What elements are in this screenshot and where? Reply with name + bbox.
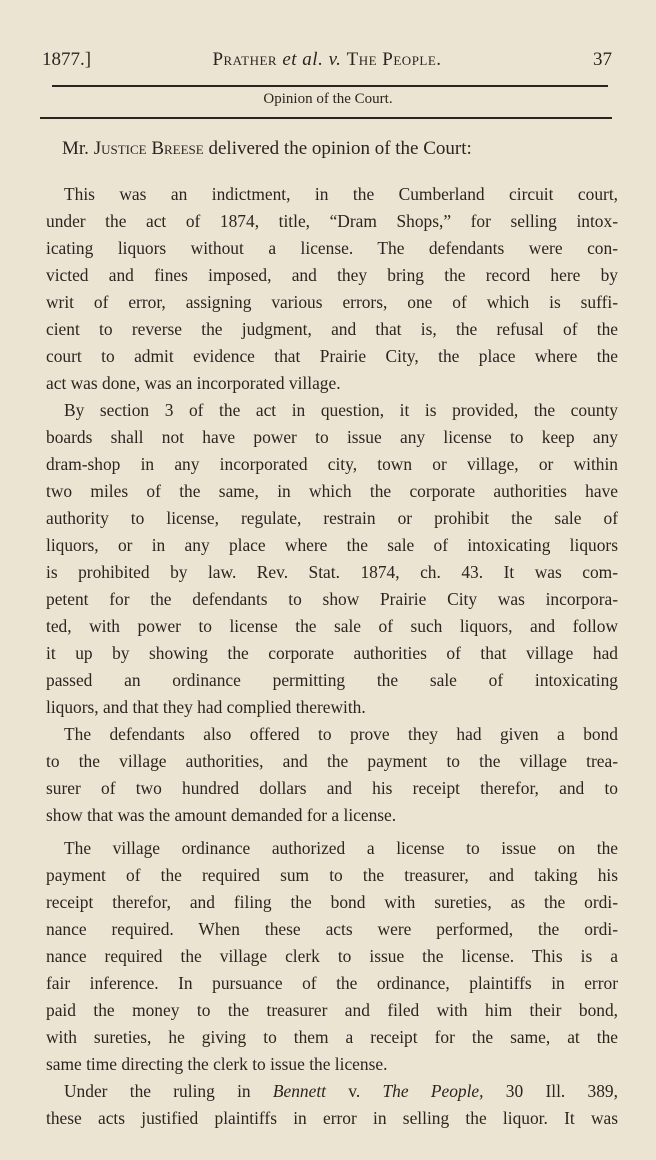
text-line: show that was the amount demanded for a license.: [46, 805, 397, 825]
text-line: court to admit evidence that Prairie City, the place where the: [46, 346, 618, 366]
text-line: This was an indictment, in the Cumberland circuit court,: [64, 184, 618, 204]
text-line: is prohibited by law. Rev. Stat. 1874, ch. 43. It was com-: [46, 562, 618, 582]
text-line: dram-shop in any incorporated city, town or village, or within: [46, 454, 618, 474]
text-line: to the village authorities, and the payment to the village trea-: [46, 751, 618, 771]
header-year: 1877.]: [42, 49, 92, 70]
case-title-versus: v.: [328, 49, 342, 70]
text-line: The defendants also offered to prove they had given a bond: [64, 724, 618, 744]
text-line: petent for the defendants to show Prairie City was incorpora-: [46, 589, 618, 609]
paragraph: [46, 181, 618, 397]
opinion-intro: [62, 138, 472, 160]
text-line: it up by showing the corporate authorities of that village had: [46, 643, 618, 663]
text-line: nance required the village clerk to issue the license. This is a: [46, 946, 618, 966]
text-line: cient to reverse the judgment, and that is, the refusal of the: [46, 319, 618, 339]
text-line: By section 3 of the act in question, it is provided, the county: [64, 400, 618, 420]
intro-title: Mr.: [62, 138, 89, 159]
text-line: fair inference. In pursuance of the ordinance, plaintiffs in error: [46, 973, 618, 993]
text-line: nance required. When these acts were performed, the ordi-: [46, 919, 618, 939]
text-line: [46, 1078, 618, 1105]
text-line: liquors, or in any place where the sale of intoxicating liquors: [46, 535, 618, 555]
case-title-etal: et al.: [282, 49, 324, 70]
text-line: payment of the required sum to the treasurer, and taking his: [46, 865, 618, 885]
text-line: victed and fines imposed, and they bring the record here by: [46, 265, 618, 285]
text-line: liquors, and that they had complied therewith.: [46, 697, 366, 717]
text-line: ted, with power to license the sale of such liquors, and follow: [46, 616, 618, 636]
citation-lead: Under the ruling in: [64, 1081, 251, 1101]
text-line: authority to license, regulate, restrain or prohibit the sale of: [46, 508, 618, 528]
text-line: two miles of the same, in which the corporate authorities have: [46, 481, 618, 501]
text-line: these acts justified plaintiffs in error in selling the liquor. It was: [46, 1108, 618, 1128]
paragraph: [46, 721, 618, 829]
case-title-opponent: The People.: [346, 49, 442, 70]
intro-rest: delivered the opinion of the Court:: [208, 138, 472, 159]
header-rule: [52, 85, 608, 87]
text-line: receipt therefor, and filing the bond with sureties, as the ordi-: [46, 892, 618, 912]
citation-reporter: 30 Ill. 389,: [505, 1081, 618, 1101]
text-line: act was done, was an incorporated village.: [46, 373, 341, 393]
text-line: icating liquors without a license. The defendants were con-: [46, 238, 618, 258]
subheading: Opinion of the Court.: [263, 91, 393, 107]
citation-opponent: The People,: [382, 1081, 484, 1101]
opinion-body: [46, 181, 618, 1132]
text-line: boards shall not have power to issue any license to keep any: [46, 427, 618, 447]
text-line: with sureties, he giving to them a receipt for the same, at the: [46, 1027, 618, 1047]
text-line: The village ordinance authorized a license to issue on the: [64, 838, 618, 858]
text-line: surer of two hundred dollars and his receipt therefor, and to: [46, 778, 618, 798]
paragraph: [46, 1078, 618, 1132]
text-line: paid the money to the treasurer and filed with him their bond,: [46, 1000, 618, 1020]
case-title: [42, 49, 612, 71]
text-line: same time directing the clerk to issue the license.: [46, 1054, 388, 1074]
page-number: 37: [593, 49, 612, 70]
paragraph: [46, 397, 618, 721]
intro-justice-name: Justice Breese: [93, 138, 204, 159]
citation-party: Bennett: [272, 1081, 327, 1101]
text-line: passed an ordinance permitting the sale of intoxicating: [46, 670, 618, 690]
case-title-party: Prather: [212, 49, 278, 70]
citation-versus: v.: [348, 1081, 361, 1101]
running-header: [42, 49, 612, 73]
text-line: under the act of 1874, title, “Dram Shops,” for selling intox-: [46, 211, 618, 231]
text-line: writ of error, assigning various errors, one of which is suffi-: [46, 292, 618, 312]
paragraph: [46, 835, 618, 1078]
subheading-rule: [40, 117, 612, 119]
